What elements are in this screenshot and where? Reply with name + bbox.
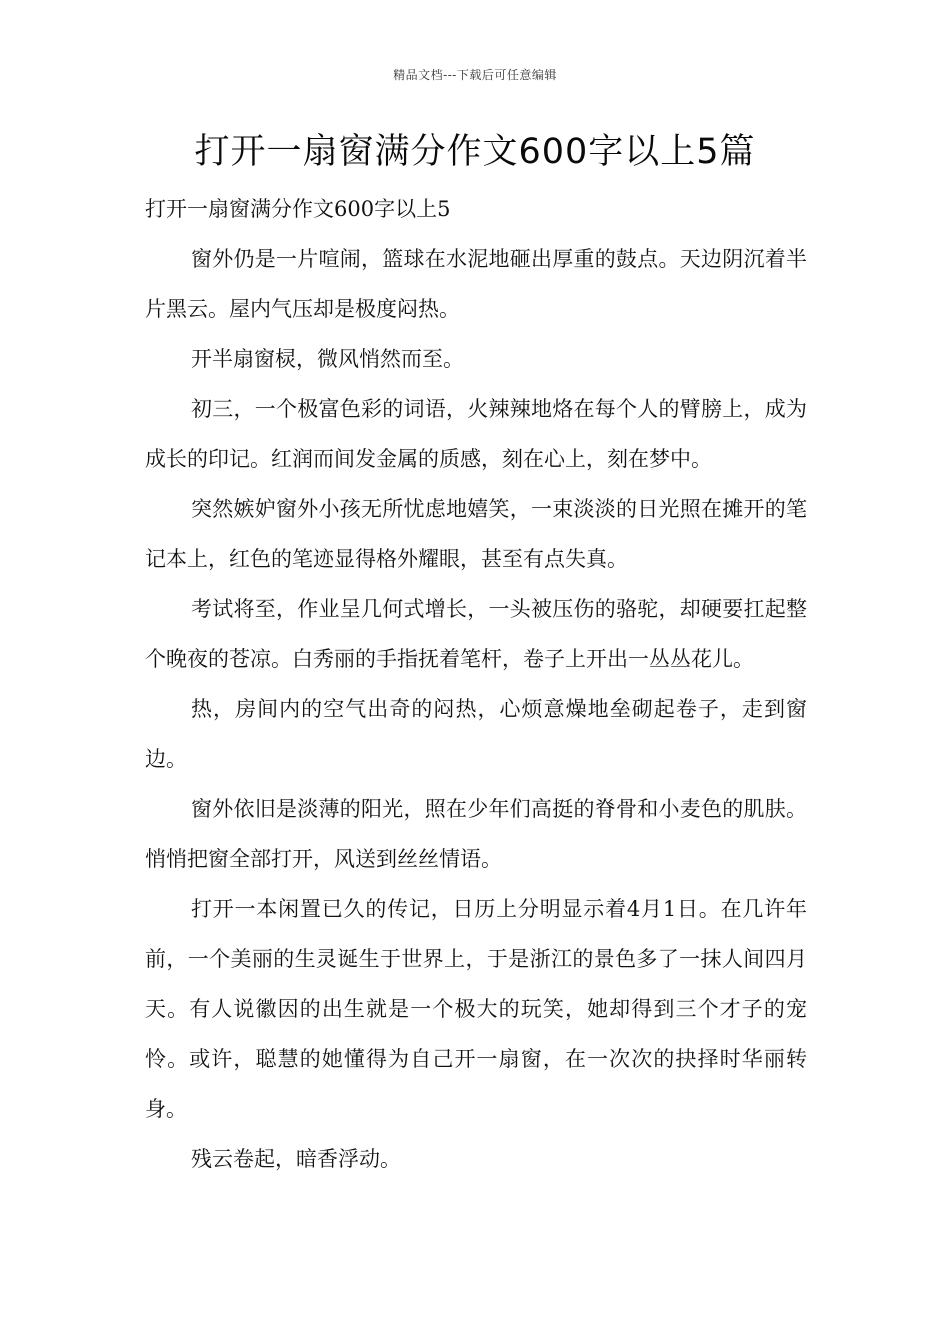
paragraph: 考试将至，作业呈几何式增长，一头被压伤的骆驼，却硬要扛起整个晚夜的苍凉。白秀丽的手指抚着笔杆，卷子上开出一丛丛花儿。 xyxy=(145,597,807,671)
paragraph: 开半扇窗棂，微风悄然而至。 xyxy=(191,347,464,371)
document-body xyxy=(145,184,807,1184)
paragraph: 窗外仍是一片喧闹，篮球在水泥地砸出厚重的鼓点。天边阴沉着半片黑云。屋内气压却是极度闷热。 xyxy=(145,247,807,321)
paragraph: 初三，一个极富色彩的词语，火辣辣地烙在每个人的臂膀上，成为成长的印记。红润而间发金属的质感，刻在心上，刻在梦中。 xyxy=(145,397,807,471)
paragraph: 热，房间内的空气出奇的闷热，心烦意燥地垒砌起卷子，走到窗边。 xyxy=(145,697,807,771)
paragraph: 打开一本闲置已久的传记，日历上分明显示着4月1日。在几许年前，一个美丽的生灵诞生于世界上，于是浙江的景色多了一抹人间四月天。有人说徽因的出生就是一个极大的玩笑，她却得到三个才子的宠怜。或许，聪慧的她懂得为自己开一扇窗，在一次次的抉择时华丽转身。 xyxy=(145,897,807,1121)
document-title: 打开一扇窗满分作文600字以上5篇 xyxy=(194,132,756,172)
paragraph: 残云卷起，暗香浮动。 xyxy=(191,1147,401,1171)
paragraph: 突然嫉妒窗外小孩无所忧虑地嬉笑，一束淡淡的日光照在摊开的笔记本上，红色的笔迹显得格外耀眼，甚至有点失真。 xyxy=(145,497,807,571)
paragraph: 窗外依旧是淡薄的阳光，照在少年们高挺的脊骨和小麦色的肌肤。悄悄把窗全部打开，风送到丝丝情语。 xyxy=(145,797,807,871)
header-watermark: 精品文档---下载后可任意编辑 xyxy=(393,68,557,82)
document-subtitle: 打开一扇窗满分作文600字以上5 xyxy=(145,197,451,221)
